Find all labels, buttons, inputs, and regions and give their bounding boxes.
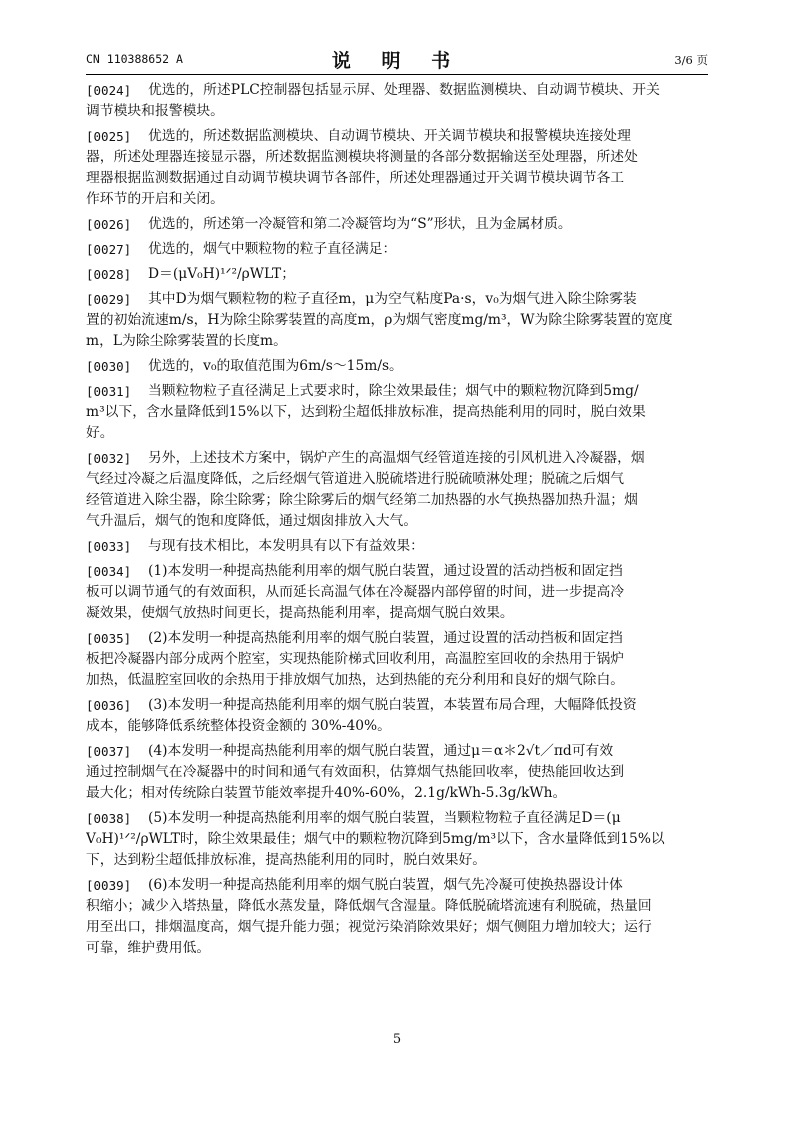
paragraph	[86, 695, 710, 737]
paragraph-line: 优选的，v₀的取值范围为6m/s～15m/s。	[148, 358, 403, 374]
paragraph-line: V₀H)¹ᐟ²/ρWLT时，除尘效果最佳；烟气中的颗粒物沉降到5mg/m³以下，含水量降低到15%以	[86, 831, 665, 847]
paragraph	[86, 628, 710, 691]
paragraph	[86, 741, 710, 804]
paragraph-number: [0031]	[86, 384, 132, 399]
paragraph	[86, 875, 710, 959]
paragraph-line: 通过控制烟气在冷凝器中的时间和通气有效面积，估算烟气热能回收率，使热能回收达到	[86, 764, 625, 780]
paragraph-line: 气经过冷凝之后温度降低，之后经烟气管道进入脱硫塔进行脱硫喷淋处理；脱硫之后烟气	[86, 471, 625, 487]
paragraph-number: [0039]	[86, 878, 132, 893]
paragraph-number: [0028]	[86, 267, 132, 282]
paragraph-line: 最大化；相对传统除白装置节能效率提升40%-60%，2.1g/kWh-5.3g/kWh。	[86, 785, 567, 801]
paragraph-line: m³以下，含水量降低到15%以下，达到粉尘超低排放标准，提高热能利用的同时，脱白效果	[86, 404, 646, 420]
paragraph-number: [0029]	[86, 292, 132, 307]
paragraph-line: 器，所述处理器连接显示器，所述数据监测模块将测量的各部分数据输送至处理器，所述处	[86, 149, 638, 165]
paragraph-line: 理器根据监测数据通过自动调节模块调节各部件，所述处理器通过开关调节模块调节各工	[86, 170, 625, 186]
paragraph-line: 成本，能够降低系统整体投资金额的 30%-40%。	[86, 718, 391, 734]
paragraph-line: 其中D为烟气颗粒物的粒子直径m，μ为空气粘度Pa·s，v₀为烟气进入除尘除雾装	[148, 291, 637, 307]
paragraph	[86, 126, 710, 210]
paragraph-number: [0033]	[86, 539, 132, 554]
paragraph-line: 当颗粒物粒子直径满足上式要求时，除尘效果最佳；烟气中的颗粒物沉降到5mg/	[148, 383, 639, 399]
page-info: 3/6 页	[674, 53, 708, 67]
paragraph-line: 气升温后，烟气的饱和度降低，通过烟囱排放入大气。	[86, 513, 418, 529]
header-divider	[86, 74, 708, 75]
paragraph	[86, 561, 710, 624]
paragraph-number: [0024]	[86, 83, 132, 98]
paragraph-number: [0037]	[86, 744, 132, 759]
paragraph-line: 板可以调节通气的有效面积，从而延长高温气体在冷凝器内部停留的时间，进一步提高冷	[86, 584, 625, 600]
paragraph-line: 可靠，维护费用低。	[86, 940, 211, 956]
paragraph-line: (6)本发明一种提高热能利用率的烟气脱白装置，烟气先冷凝可使换热器设计体	[148, 877, 623, 893]
paragraph-line: 好。	[86, 425, 114, 441]
paragraph	[86, 80, 710, 122]
document-body	[86, 80, 710, 963]
paragraph-line: 用至出口，排烟温度高，烟气提升能力强；视觉污染消除效果好；烟气侧阻力增加较大；运行	[86, 919, 652, 935]
paragraph-number: [0030]	[86, 359, 132, 374]
paragraph-line: (2)本发明一种提高热能利用率的烟气脱白装置，通过设置的活动挡板和固定挡	[148, 630, 623, 646]
paragraph-line: 凝效果，使烟气放热时间更长，提高热能利用率，提高烟气脱白效果。	[86, 605, 514, 621]
paragraph	[86, 536, 710, 557]
paragraph	[86, 808, 710, 871]
paragraph-line: (5)本发明一种提高热能利用率的烟气脱白装置，当颗粒物粒子直径满足D＝(μ	[148, 810, 621, 826]
paragraph	[86, 289, 710, 352]
paragraph-line: 置的初始流速m/s，H为除尘除雾装置的高度m，ρ为烟气密度mg/m³，W为除尘除雾装置的宽度	[86, 312, 673, 328]
paragraph-number: [0027]	[86, 242, 132, 257]
paragraph	[86, 448, 710, 532]
page-header	[86, 46, 708, 72]
paragraph-number: [0035]	[86, 631, 132, 646]
paragraph-line: 加热，低温腔室回收的余热用于排放烟气加热，达到热能的充分利用和良好的烟气除白。	[86, 672, 625, 688]
paragraph-number: [0036]	[86, 698, 132, 713]
paragraph-line: 经管道进入除尘器，除尘除雾；除尘除雾后的烟气经第二加热器的水气换热器加热升温；烟	[86, 492, 638, 508]
paragraph-line: 板把冷凝器内部分成两个腔室，实现热能阶梯式回收利用，高温腔室回收的余热用于锅炉	[86, 651, 625, 667]
paragraph-line: 优选的，所述PLC控制器包括显示屏、处理器、数据监测模块、自动调节模块、开关	[148, 82, 660, 98]
paragraph	[86, 239, 710, 260]
paragraph-line: 优选的，所述数据监测模块、自动调节模块、开关调节模块和报警模块连接处理	[148, 128, 631, 144]
paragraph-line: D＝(μV₀H)¹ᐟ²/ρWLT；	[148, 266, 295, 282]
paragraph-line: 调节模块和报警模块。	[86, 103, 224, 119]
page-number: 5	[392, 1032, 402, 1047]
paragraph-line: 积缩小；减少入塔热量，降低水蒸发量，降低烟气含湿量。降低脱硫塔流速有利脱硫，热量回	[86, 898, 652, 914]
paragraph-line: 作环节的开启和关闭。	[86, 191, 224, 207]
paragraph-line: m，L为除尘除雾装置的长度m。	[86, 333, 287, 349]
document-title: 说 明 书	[331, 50, 463, 72]
paragraph-line: 另外，上述技术方案中，锅炉产生的高温烟气经管道连接的引风机进入冷凝器，烟	[148, 450, 645, 466]
paragraph-number: [0034]	[86, 564, 132, 579]
paragraph-line: 与现有技术相比，本发明具有以下有益效果：	[148, 538, 424, 554]
paragraph	[86, 356, 710, 377]
paragraph-line: (4)本发明一种提高热能利用率的烟气脱白装置，通过μ＝α＊2√t／πd可有效	[148, 743, 614, 759]
paragraph-line: 优选的，所述第一冷凝管和第二冷凝管均为“S”形状，且为金属材质。	[148, 216, 572, 232]
paragraph-line: (1)本发明一种提高热能利用率的烟气脱白装置，通过设置的活动挡板和固定挡	[148, 563, 623, 579]
paragraph-number: [0026]	[86, 217, 132, 232]
paragraph	[86, 381, 710, 444]
paragraph-line: 优选的，烟气中颗粒物的粒子直径满足：	[148, 241, 397, 257]
paragraph-number: [0038]	[86, 811, 132, 826]
paragraph	[86, 214, 710, 235]
paragraph-number: [0025]	[86, 129, 132, 144]
paragraph-line: (3)本发明一种提高热能利用率的烟气脱白装置，本装置布局合理，大幅降低投资	[148, 697, 637, 713]
paragraph	[86, 264, 710, 285]
publication-number: CN 110388652 A	[86, 52, 183, 66]
paragraph-number: [0032]	[86, 451, 132, 466]
paragraph-line: 下，达到粉尘超低排放标准，提高热能利用的同时，脱白效果好。	[86, 852, 487, 868]
